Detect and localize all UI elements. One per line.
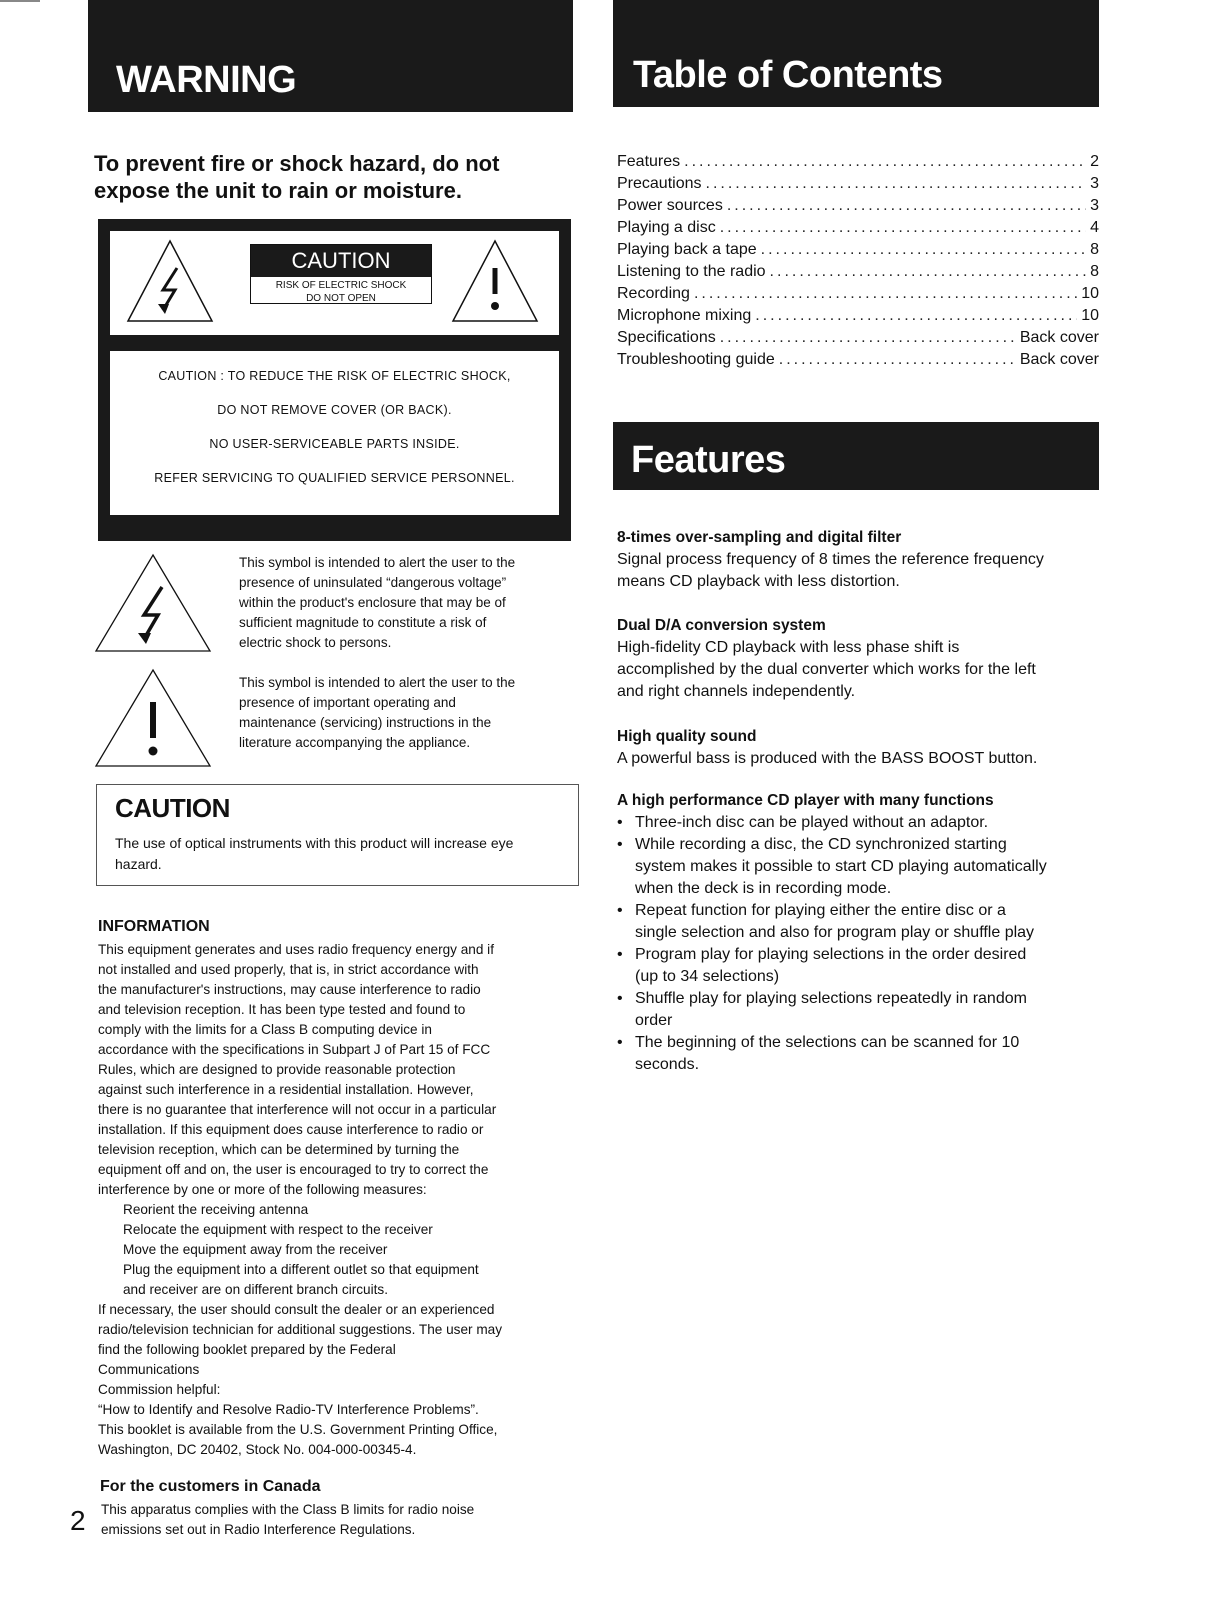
optical-caution-title: CAUTION bbox=[115, 793, 230, 823]
toc-banner bbox=[613, 0, 1099, 107]
information-line: television reception, which can be determined by turning the bbox=[98, 1142, 460, 1157]
information-line: Reorient the receiving antenna bbox=[123, 1202, 309, 1217]
information-line: the manufacturer's instructions, may cause interference to radio bbox=[98, 982, 481, 997]
information-line: interference by one or more of the following measures: bbox=[98, 1182, 427, 1197]
toc-entry[interactable] bbox=[617, 349, 1099, 371]
toc-entry[interactable] bbox=[617, 283, 1099, 305]
feature-line: and right channels independently. bbox=[617, 683, 856, 700]
feature-bullet-line: • Three-inch disc can be played without an adaptor. bbox=[635, 814, 989, 831]
toc-entry-label: Microphone mixing bbox=[617, 307, 752, 324]
toc-entry-label: Playing back a tape bbox=[617, 241, 757, 258]
toc-leader-dots bbox=[761, 239, 1086, 261]
feature-line: means CD playback with less distortion. bbox=[617, 573, 900, 590]
toc-leader-dots bbox=[779, 349, 1016, 371]
toc-leader-dots bbox=[770, 261, 1087, 283]
symbol-text-instructions bbox=[239, 673, 584, 753]
symbol-line: This symbol is intended to alert the user to the bbox=[239, 555, 516, 570]
toc-entry-page: 3 bbox=[1090, 175, 1099, 192]
toc-leader-dots bbox=[755, 305, 1077, 327]
feature-bullet-line: • Repeat function for playing either the entire disc or a bbox=[635, 902, 1006, 919]
feature-line: A powerful bass is produced with the BASS BOOST button. bbox=[617, 750, 1038, 767]
toc-entry-page: Back cover bbox=[1019, 329, 1099, 346]
caution-label-top bbox=[110, 231, 559, 335]
symbol-line: literature accompanying the appliance. bbox=[239, 735, 471, 750]
feature-heading: Dual D/A conversion system bbox=[617, 617, 826, 634]
feature-bullet-line: order bbox=[635, 1012, 673, 1029]
information-line: Commission helpful: bbox=[98, 1382, 221, 1397]
toc-entry-label: Precautions bbox=[617, 175, 702, 192]
toc-entry-page: 10 bbox=[1081, 285, 1099, 302]
toc-entry-page: 2 bbox=[1090, 153, 1099, 170]
feature-bullet-line: • Program play for playing selections in the order desired bbox=[635, 946, 1027, 963]
toc-entry[interactable] bbox=[617, 327, 1099, 349]
caution-line: REFER SERVICING TO QUALIFIED SERVICE PERSONNEL. bbox=[154, 471, 515, 485]
toc-entry-page: 3 bbox=[1090, 197, 1099, 214]
information-line: Relocate the equipment with respect to the receiver bbox=[123, 1222, 433, 1237]
toc-entry-page: 8 bbox=[1090, 241, 1099, 258]
warning-headline: To prevent fire or shock hazard, do not expose the unit to rain or moisture. bbox=[94, 151, 500, 203]
feature-bullet-line: (up to 34 selections) bbox=[635, 968, 780, 985]
symbol-line: This symbol is intended to alert the user to the bbox=[239, 675, 516, 690]
toc-leader-dots bbox=[706, 173, 1087, 195]
feature-cd-player bbox=[617, 790, 1097, 1076]
feature-heading: High quality sound bbox=[617, 728, 757, 745]
toc-entry-label: Power sources bbox=[617, 197, 723, 214]
lightning-triangle-icon bbox=[94, 553, 212, 653]
caution-label-text bbox=[110, 351, 559, 515]
canada-line: This apparatus complies with the Class B limits for radio noise bbox=[101, 1502, 475, 1517]
feature-bullet bbox=[617, 988, 1097, 1032]
symbol-line: presence of uninsulated “dangerous voltage” bbox=[239, 575, 507, 590]
information-line: against such interference in a residential installation. However, bbox=[98, 1082, 474, 1097]
feature-bullet bbox=[617, 834, 1097, 900]
toc-entry-page: Back cover bbox=[1019, 351, 1099, 368]
symbol-line: electric shock to persons. bbox=[239, 635, 392, 650]
information-line: accordance with the specifications in Subpart J of Part 15 of FCC bbox=[98, 1042, 491, 1057]
toc-list bbox=[617, 151, 1099, 371]
toc-entry-label: Recording bbox=[617, 285, 690, 302]
symbol-line: within the product's enclosure that may be of bbox=[239, 595, 506, 610]
toc-entry-page: 10 bbox=[1081, 307, 1099, 324]
caution-badge-sub1: RISK OF ELECTRIC SHOCK bbox=[275, 280, 407, 291]
information-line: Move the equipment away from the receiver bbox=[123, 1242, 388, 1257]
feature-line: High-fidelity CD playback with less phase shift is bbox=[617, 639, 960, 656]
feature-bullet bbox=[617, 944, 1097, 988]
caution-badge-title: CAUTION bbox=[251, 245, 431, 277]
feature-bullet bbox=[617, 812, 1097, 834]
information-line: not installed and used properly, that is, in strict accordance with bbox=[98, 962, 479, 977]
information-line: there is no guarantee that interference will not occur in a particular bbox=[98, 1102, 497, 1117]
information-line: installation. If this equipment does cause interference to radio or bbox=[98, 1122, 484, 1137]
toc-entry[interactable] bbox=[617, 195, 1099, 217]
feature-bullet-line: • Shuffle play for playing selections repeatedly in random bbox=[635, 990, 1027, 1007]
toc-leader-dots bbox=[694, 283, 1077, 305]
caution-line: CAUTION : TO REDUCE THE RISK OF ELECTRIC SHOCK, bbox=[158, 369, 511, 383]
toc-entry-label: Specifications bbox=[617, 329, 716, 346]
feature-bullet bbox=[617, 1032, 1097, 1076]
optical-caution-box bbox=[96, 784, 579, 886]
toc-entry[interactable] bbox=[617, 261, 1099, 283]
information-line: This equipment generates and uses radio frequency energy and if bbox=[98, 942, 494, 957]
toc-entry[interactable] bbox=[617, 217, 1099, 239]
toc-entry-page: 4 bbox=[1090, 219, 1099, 236]
information-line: Washington, DC 20402, Stock No. 004-000-00345-4. bbox=[98, 1442, 417, 1457]
information-line: equipment off and on, the user is encouraged to try to correct the bbox=[98, 1162, 489, 1177]
feature-heading: A high performance CD player with many functions bbox=[617, 792, 994, 809]
information-line: and receiver are on different branch circuits. bbox=[123, 1282, 388, 1297]
caution-badge-sub2: DO NOT OPEN bbox=[306, 293, 376, 304]
information-body bbox=[98, 940, 583, 1460]
feature-sound bbox=[617, 726, 1097, 770]
symbol-text-voltage bbox=[239, 553, 584, 653]
feature-heading: 8-times over-sampling and digital filter bbox=[617, 529, 902, 546]
caution-line: NO USER-SERVICEABLE PARTS INSIDE. bbox=[209, 437, 460, 451]
feature-bullets bbox=[617, 812, 1097, 1076]
toc-entry-label: Troubleshooting guide bbox=[617, 351, 775, 368]
information-line: Rules, which are designed to provide reasonable protection bbox=[98, 1062, 456, 1077]
symbol-line: maintenance (servicing) instructions in the bbox=[239, 715, 492, 730]
information-line: radio/television technician for additional suggestions. The user may bbox=[98, 1322, 503, 1337]
toc-leader-dots bbox=[720, 217, 1086, 239]
exclamation-triangle-icon bbox=[94, 668, 212, 768]
warning-banner-title: WARNING bbox=[116, 59, 297, 101]
toc-entry-page: 8 bbox=[1090, 263, 1099, 280]
feature-bullet bbox=[617, 900, 1097, 944]
caution-badge bbox=[250, 244, 432, 304]
symbol-line: sufficient magnitude to constitute a risk of bbox=[239, 615, 487, 630]
toc-entry[interactable] bbox=[617, 239, 1099, 261]
toc-leader-dots bbox=[720, 327, 1016, 349]
toc-entry[interactable] bbox=[617, 305, 1099, 327]
information-heading: INFORMATION bbox=[98, 918, 210, 935]
toc-leader-dots bbox=[684, 151, 1086, 173]
lightning-triangle-icon bbox=[125, 238, 215, 324]
information-line: This booklet is available from the U.S. Government Printing Office, bbox=[98, 1422, 498, 1437]
information-line: Communications bbox=[98, 1362, 200, 1377]
toc-entry[interactable] bbox=[617, 173, 1099, 195]
toc-entry-label: Features bbox=[617, 153, 681, 170]
features-banner-title: Features bbox=[631, 439, 786, 481]
optical-caution-text: The use of optical instruments with this product will increase eye hazard. bbox=[115, 835, 514, 872]
information-line: comply with the limits for a Class B computing device in bbox=[98, 1022, 432, 1037]
canada-line: emissions set out in Radio Interference Regulations. bbox=[101, 1522, 416, 1537]
toc-entry-label: Playing a disc bbox=[617, 219, 716, 236]
feature-oversampling bbox=[617, 527, 1097, 593]
feature-bullet-line: system makes it possible to start CD playing automatically bbox=[635, 858, 1047, 875]
information-line: “How to Identify and Resolve Radio-TV Interference Problems”. bbox=[98, 1402, 479, 1417]
toc-leader-dots bbox=[727, 195, 1086, 217]
information-line: Plug the equipment into a different outlet so that equipment bbox=[123, 1262, 479, 1277]
exclamation-triangle-icon bbox=[450, 238, 540, 324]
feature-bullet-line: • The beginning of the selections can be scanned for 10 bbox=[635, 1034, 1020, 1051]
caution-label bbox=[98, 219, 571, 541]
feature-bullet-line: seconds. bbox=[635, 1056, 700, 1073]
information-line: If necessary, the user should consult the dealer or an experienced bbox=[98, 1302, 495, 1317]
feature-dual-da bbox=[617, 615, 1097, 703]
symbol-line: presence of important operating and bbox=[239, 695, 456, 710]
feature-bullet-line: when the deck is in recording mode. bbox=[635, 880, 892, 897]
toc-banner-title: Table of Contents bbox=[633, 54, 943, 96]
features-banner bbox=[613, 422, 1099, 490]
warning-banner bbox=[88, 0, 573, 112]
information-line: find the following booklet prepared by the Federal bbox=[98, 1342, 396, 1357]
canada-body bbox=[101, 1500, 571, 1540]
toc-entry[interactable] bbox=[617, 151, 1099, 173]
page-number: 2 bbox=[70, 1505, 86, 1536]
feature-line: accomplished by the dual converter which works for the left bbox=[617, 661, 1036, 678]
canada-heading: For the customers in Canada bbox=[100, 1478, 321, 1495]
feature-bullet-line: single selection and also for program play or shuffle play bbox=[635, 924, 1035, 941]
feature-line: Signal process frequency of 8 times the reference frequency bbox=[617, 551, 1044, 568]
information-line: and television reception. It has been type tested and found to bbox=[98, 1002, 466, 1017]
caution-line: DO NOT REMOVE COVER (OR BACK). bbox=[217, 403, 452, 417]
toc-entry-label: Listening to the radio bbox=[617, 263, 766, 280]
feature-bullet-line: • While recording a disc, the CD synchronized starting bbox=[635, 836, 1007, 853]
